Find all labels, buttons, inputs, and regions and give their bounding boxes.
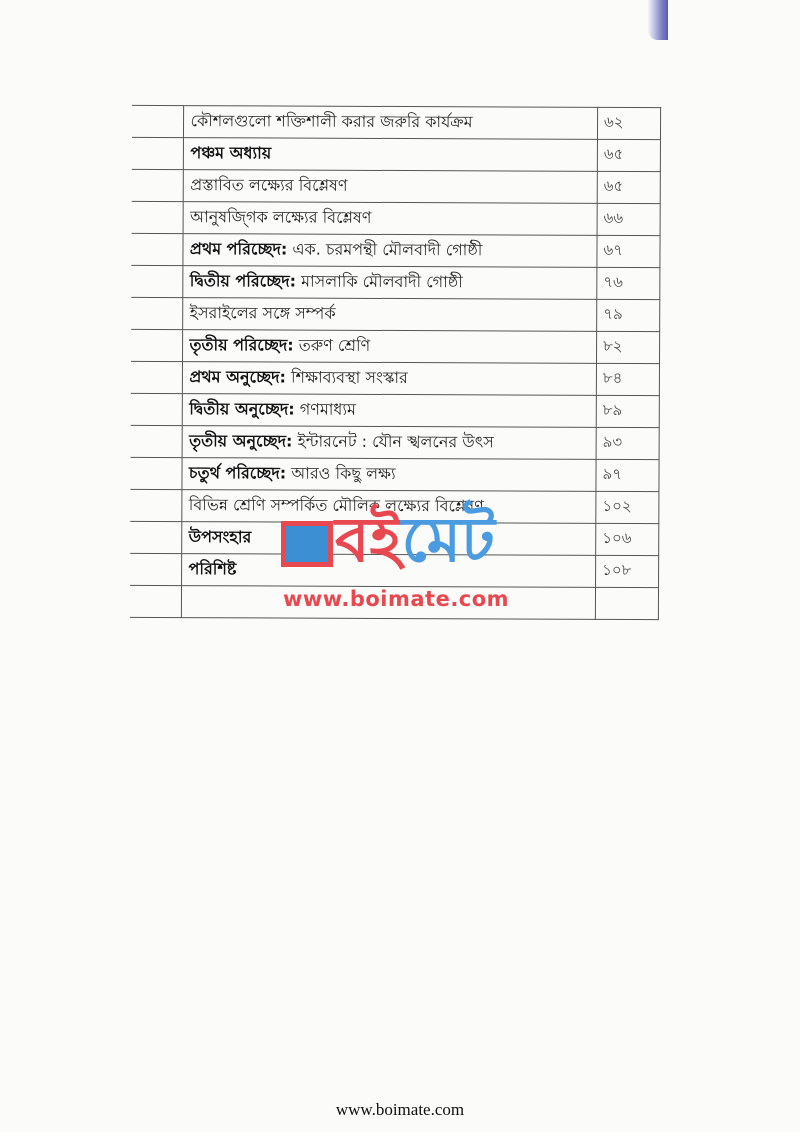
toc-title: বিভিন্ন শ্রেণি সম্পর্কিত মৌলিক লক্ষ্যের বিশ্লেষণ xyxy=(188,495,484,516)
toc-title-cell xyxy=(182,458,596,492)
toc-row xyxy=(132,105,661,139)
toc-title: আরও কিছু লক্ষ্য xyxy=(286,463,396,484)
toc-title: গণমাধ্যম xyxy=(294,399,356,419)
toc-page-number: ৯৭ xyxy=(596,459,659,491)
toc-row xyxy=(130,457,659,491)
toc-page-number: ৮২ xyxy=(597,331,660,363)
toc-row xyxy=(132,169,661,203)
toc-page-number: ৬৭ xyxy=(597,235,660,267)
toc-page-number: ৬২ xyxy=(597,107,660,139)
toc-page-number: ৬৫ xyxy=(597,171,660,203)
toc-heading: উপসংহার xyxy=(188,527,252,547)
toc-title-cell xyxy=(183,266,597,300)
toc-row xyxy=(131,425,660,459)
toc-page-number: ৮৯ xyxy=(596,395,659,427)
toc-margin-cell xyxy=(132,105,184,137)
toc-page-number: ১০৬ xyxy=(596,523,659,555)
toc-heading: প্রথম অনুচ্ছেদ: xyxy=(189,367,286,387)
toc-page-number: ১০৮ xyxy=(596,555,659,587)
toc-row xyxy=(131,265,660,299)
toc-title-cell xyxy=(184,170,598,204)
toc-title: ইন্টারনেট : যৌন স্খলনের উৎস xyxy=(292,431,494,452)
toc-row xyxy=(132,137,661,171)
toc-margin-cell xyxy=(130,553,182,585)
toc-margin-cell xyxy=(130,489,182,521)
toc-margin-cell xyxy=(130,521,182,553)
toc-row xyxy=(131,297,660,331)
toc-heading: পঞ্চম অধ্যায় xyxy=(190,143,272,163)
toc-margin-cell xyxy=(131,361,183,393)
toc-page-number: ১০২ xyxy=(596,491,659,523)
toc-title-cell xyxy=(183,394,597,428)
toc-margin-cell xyxy=(132,169,184,201)
watermark-url: www.boimate.com xyxy=(283,587,510,611)
toc-title: এক. চরমপন্থী মৌলবাদী গোষ্ঠী xyxy=(287,239,483,260)
toc-margin-cell xyxy=(130,457,182,489)
toc-page-number: ৭৯ xyxy=(597,299,660,331)
toc-title: আনুষজ্গিক লক্ষ্যের বিশ্লেষণ xyxy=(190,207,372,227)
toc-title: তরুণ শ্রেণি xyxy=(293,335,371,355)
toc-title: কৌশলগুলো শক্তিশালী করার জরুরি কার্যক্রম xyxy=(190,111,473,132)
toc-row xyxy=(131,393,660,427)
toc-heading: পরিশিষ্ট xyxy=(188,559,237,579)
toc-margin-cell xyxy=(131,393,183,425)
toc-heading: দ্বিতীয় অনুচ্ছেদ: xyxy=(189,399,295,419)
toc-margin-cell xyxy=(131,425,183,457)
toc-page-number xyxy=(595,587,658,619)
toc-margin-cell xyxy=(132,201,184,233)
toc-row xyxy=(131,361,660,395)
toc-heading: প্রথম পরিচ্ছেদ: xyxy=(189,239,288,259)
toc-margin-cell xyxy=(132,137,184,169)
footer-url: www.boimate.com xyxy=(335,1100,465,1119)
toc-title: মাসলাকি মৌলবাদী গোষ্ঠী xyxy=(296,271,463,292)
toc-page-number: ৮৪ xyxy=(596,363,659,395)
page-corner-shadow xyxy=(648,0,668,40)
toc-title: প্রস্তাবিত লক্ষ্যের বিশ্লেষণ xyxy=(190,175,348,195)
watermark xyxy=(281,505,531,615)
toc-title-cell xyxy=(183,234,597,268)
toc-title-cell xyxy=(184,138,598,172)
toc-title-cell xyxy=(183,426,597,460)
toc-page-number: ৯৩ xyxy=(596,427,659,459)
toc-heading: চতুর্থ পরিচ্ছেদ: xyxy=(188,463,287,483)
toc-heading: দ্বিতীয় পরিচ্ছেদ: xyxy=(189,271,297,291)
toc-margin-cell xyxy=(131,265,183,297)
toc-title-cell xyxy=(184,106,598,140)
toc-row xyxy=(131,329,660,363)
toc-title-cell xyxy=(183,298,597,332)
toc-heading: তৃতীয় পরিচ্ছেদ: xyxy=(189,335,294,355)
toc-page-number: ৬৬ xyxy=(597,203,660,235)
toc-row xyxy=(132,201,661,235)
toc-page-number: ৬৫ xyxy=(597,139,660,171)
watermark-logo: বইমেট xyxy=(281,505,495,575)
toc-heading: তৃতীয় অনুচ্ছেদ: xyxy=(189,431,293,451)
book-icon xyxy=(281,521,333,567)
toc-title-cell xyxy=(183,330,597,364)
toc-margin-cell xyxy=(130,585,182,617)
toc-margin-cell xyxy=(131,233,183,265)
toc-title-cell xyxy=(183,362,597,396)
toc-title: ইসরাইলের সঙ্গে সম্পর্ক xyxy=(189,303,336,323)
toc-margin-cell xyxy=(131,297,183,329)
toc-margin-cell xyxy=(131,329,183,361)
toc-title-cell xyxy=(183,202,597,236)
toc-row xyxy=(131,233,660,267)
toc-page-number: ৭৬ xyxy=(597,267,660,299)
toc-title: শিক্ষাব্যবস্থা সংস্কার xyxy=(285,367,408,388)
